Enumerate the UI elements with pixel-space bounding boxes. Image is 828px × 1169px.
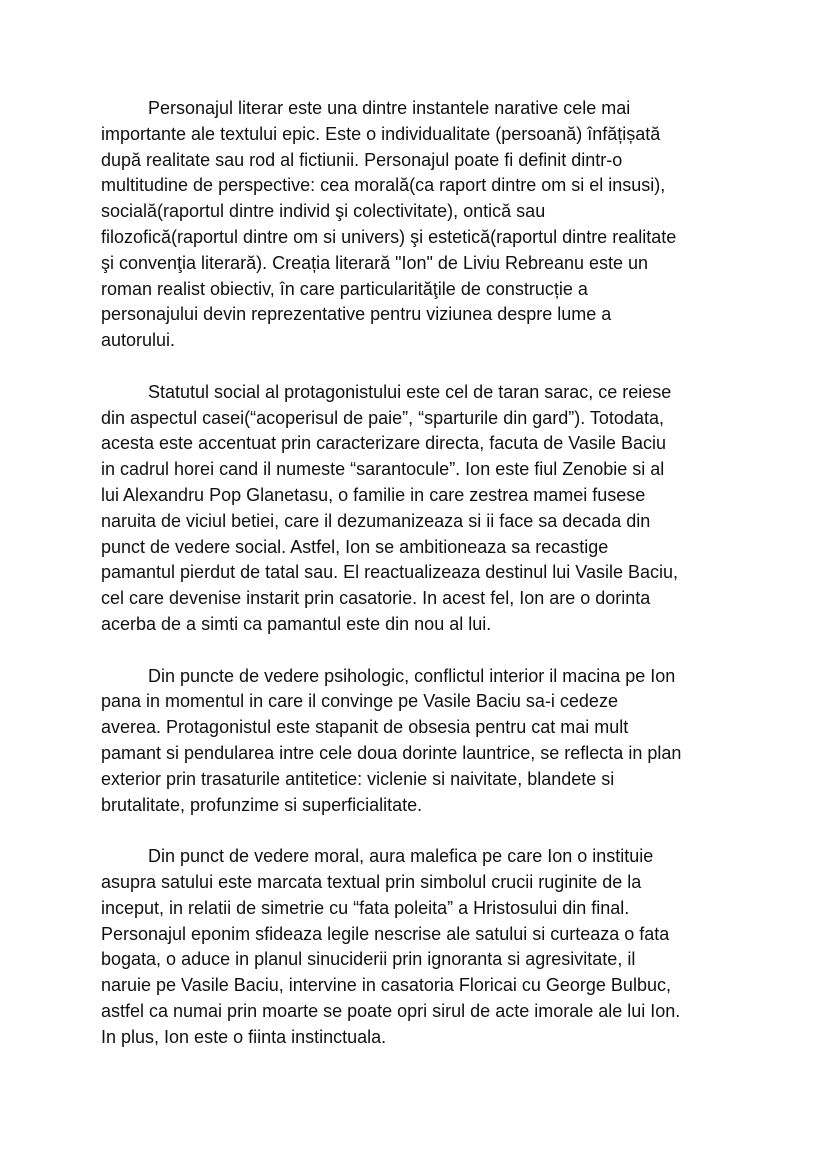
text-line: acerba de a simti ca pamantul este din nou al lui. (101, 613, 492, 634)
text-line: după realitate sau rod al fictiunii. Personajul poate fi definit dintr-o (101, 149, 623, 170)
text-line: asupra satului este marcata textual prin simbolul crucii ruginite de la (101, 871, 642, 892)
text-line: Personajul eponim sfideaza legile nescrise ale satului si curteaza o fata (101, 923, 670, 944)
paragraph (101, 380, 761, 638)
text-line: cel care devenise instarit prin casatorie. In acest fel, Ion are o dorinta (101, 588, 651, 609)
text-line: pamant si pendularea intre cele doua dorinte launtrice, se reflecta in plan (101, 742, 682, 763)
text-line: brutalitate, profunzime si superficialitate. (101, 794, 423, 815)
text-line: naruie pe Vasile Baciu, intervine in casatoria Floricai cu George Bulbuc, (101, 975, 671, 996)
text-line: punct de vedere social. Astfel, Ion se ambitioneaza sa recastige (101, 536, 609, 557)
paragraph (101, 844, 761, 1050)
text-line: roman realist obiectiv, în care particularităţile de construcție a (101, 278, 588, 299)
text-line: filozofică(raportul dintre om si univers) şi estetică(raportul dintre realitate (101, 226, 677, 247)
text-line: exterior prin trasaturile antitetice: viclenie si naivitate, blandete si (101, 768, 615, 789)
text-line: multitudine de perspective: cea morală(ca raport dintre om si el insusi), (101, 175, 666, 196)
text-line: in cadrul horei cand il numeste “sarantocule”. Ion este fiul Zenobie si al (101, 459, 665, 480)
text-line: astfel ca numai prin moarte se poate opri sirul de acte imorale ale lui Ion. (101, 1000, 681, 1021)
text-line: inceput, in relatii de simetrie cu “fata poleita” a Hristosului din final. (101, 897, 630, 918)
text-line: lui Alexandru Pop Glanetasu, o familie in care zestrea mamei fusese (101, 484, 646, 505)
text-line: averea. Protagonistul este stapanit de obsesia pentru cat mai mult (101, 717, 629, 738)
paragraph (101, 96, 761, 354)
text-line: socială(raportul dintre individ şi colectivitate), ontică sau (101, 201, 546, 222)
text-line: autorului. (101, 330, 176, 351)
text-line: şi convenţia literară). Creația literară "Ion" de Liviu Rebreanu este un (101, 252, 649, 273)
text-line: importante ale textului epic. Este o individualitate (persoană) înfățișată (101, 123, 661, 144)
text-line: din aspectul casei(“acoperisul de paie”, “sparturile din gard”). Totodata, (101, 407, 664, 428)
text-line: personajului devin reprezentative pentru viziunea despre lume a (101, 304, 612, 325)
text-line: naruita de viciul betiei, care il dezumanizeaza si ii face sa decada din (101, 510, 651, 531)
text-line: In plus, Ion este o fiinta instinctuala. (101, 1026, 387, 1047)
text-line: Din punct de vedere moral, aura malefica pe care Ion o instituie (148, 846, 654, 867)
text-line: bogata, o aduce in planul sinuciderii prin ignoranta si agresivitate, il (101, 949, 636, 970)
text-line: Personajul literar este una dintre instantele narative cele mai (148, 98, 631, 118)
paragraph (101, 664, 761, 819)
text-line: pamantul pierdut de tatal sau. El reactualizeaza destinul lui Vasile Baciu, (101, 562, 679, 583)
document-page (101, 96, 761, 1076)
text-line: pana in momentul in care il convinge pe Vasile Baciu sa-i cedeze (101, 691, 618, 712)
text-line: acesta este accentuat prin caracterizare directa, facuta de Vasile Baciu (101, 433, 666, 454)
text-line: Din puncte de vedere psihologic, conflictul interior il macina pe Ion (148, 665, 676, 686)
text-line: Statutul social al protagonistului este cel de taran sarac, ce reiese (148, 381, 672, 402)
